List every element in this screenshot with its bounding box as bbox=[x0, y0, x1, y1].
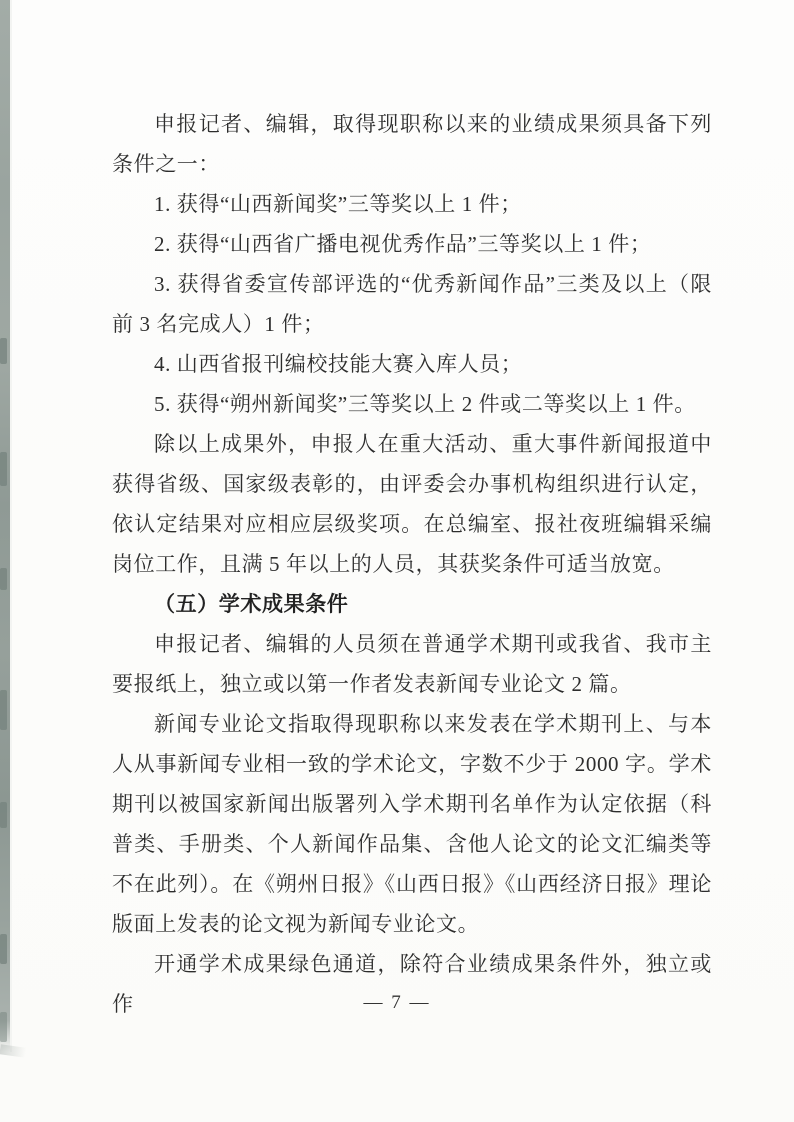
paragraph-academic-definition: 新闻专业论文指取得现职称以来发表在学术期刊上、与本人从事新闻专业相一致的学术论文，字数不少于 2000 字。学术期刊以被国家新闻出版署列入学术期刊名单作为认定依据（科普类、手册类、个人新闻作品集、含他人论文的论文汇编类等不在此列）。在《朔州日报》《山西日报》《山西经济日报》理论版面上发表的论文视为新闻专业论文。 bbox=[112, 712, 712, 936]
scan-edge-tail bbox=[0, 1044, 27, 1058]
scan-smudge bbox=[0, 1012, 7, 1042]
paragraph-recognition: 除以上成果外，申报人在重大活动、重大事件新闻报道中获得省级、国家级表彰的，由评委会办事机构组织进行认定，依认定结果对应相应层级奖项。在总编室、报社夜班编辑采编岗位工作，且满 5 年以上的人员，其获奖条件可适当放宽。 bbox=[112, 432, 712, 576]
list-item-2: 2. 获得“山西省广播电视优秀作品”三等奖以上 1 件； bbox=[154, 232, 652, 256]
scan-smudge bbox=[0, 934, 7, 964]
scan-smudge bbox=[0, 568, 7, 590]
paragraph-academic-requirement: 申报记者、编辑的人员须在普通学术期刊或我省、我市主要报纸上，独立或以第一作者发表新闻专业论文 2 篇。 bbox=[112, 632, 712, 696]
list-item-3: 3. 获得省委宣传部评选的“优秀新闻作品”三类及以上（限前 3 名完成人）1 件； bbox=[112, 272, 712, 336]
paragraph-green-channel: 开通学术成果绿色通道，除符合业绩成果条件外，独立或作 bbox=[112, 952, 712, 1016]
list-item-4: 4. 山西省报刊编校技能大赛入库人员； bbox=[154, 352, 523, 376]
section-heading-academic: （五）学术成果条件 bbox=[154, 592, 349, 616]
scan-smudge bbox=[0, 452, 7, 486]
scan-smudge bbox=[0, 802, 7, 828]
document-body bbox=[112, 104, 712, 1024]
list-item-1: 1. 获得“山西新闻奖”三等奖以上 1 件； bbox=[154, 192, 522, 216]
paragraph-intro: 申报记者、编辑，取得现职称以来的业绩成果须具备下列条件之一： bbox=[112, 112, 712, 176]
page-number: — 7 — bbox=[363, 992, 431, 1013]
scan-edge-strip bbox=[0, 0, 12, 1052]
scan-smudge bbox=[0, 690, 7, 730]
scan-smudge bbox=[0, 338, 7, 364]
list-item-5: 5. 获得“朔州新闻奖”三等奖以上 2 件或二等奖以上 1 件。 bbox=[154, 392, 696, 416]
